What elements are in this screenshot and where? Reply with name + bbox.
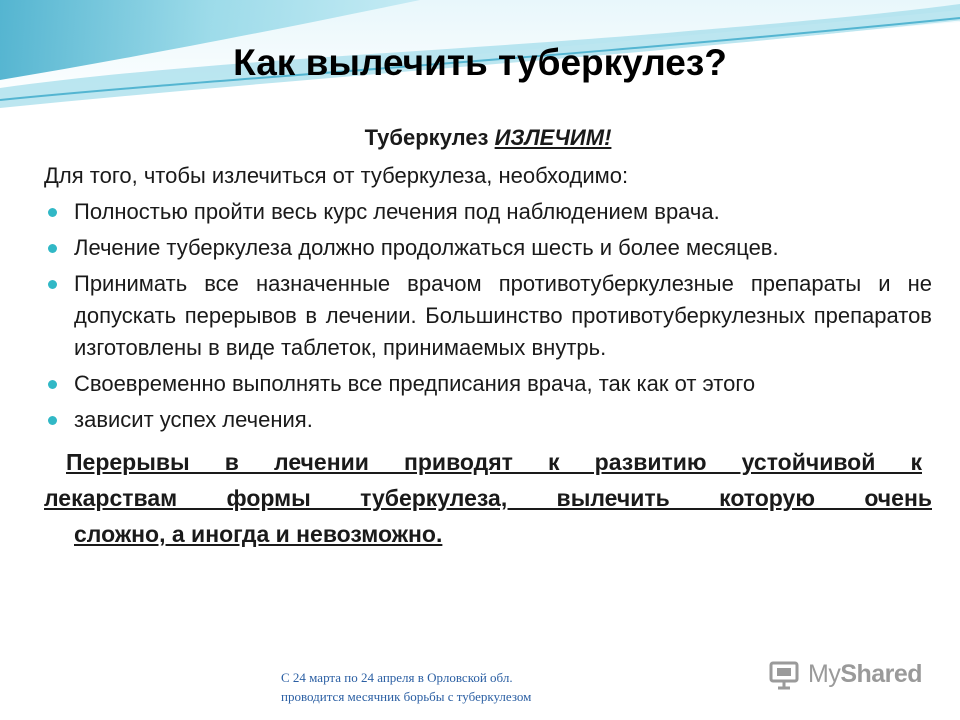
bullet-dot-icon [48, 416, 57, 425]
bullet-dot-icon [48, 380, 57, 389]
bullet-text: Полностью пройти весь курс лечения под наблюдением врача. [74, 199, 720, 224]
slide-title: Как вылечить туберкулез? [233, 42, 727, 83]
bullet-dot-icon [48, 208, 57, 217]
bullet-text: Лечение туберкулеза должно продолжаться шесть и более месяцев. [74, 235, 779, 260]
warning-line-2: лекарствам формы туберкулеза, вылечить которую очень [44, 485, 932, 511]
bullet-dot-icon [48, 280, 57, 289]
bullet-dot-icon [48, 244, 57, 253]
list-item [44, 268, 932, 364]
bullet-text: Принимать все назначенные врачом противотуберкулезные препараты и не допускать перерывов в лечении. Большинство противотуберкулезных препаратов изготовлены в виде таблеток, принимаемых внутрь. [74, 271, 932, 360]
warning-line-1: Перерывы в лечении приводят к развитию устойчивой к [66, 449, 922, 475]
subtitle-emphasis: ИЗЛЕЧИМ! [494, 125, 612, 150]
presentation-board-icon [768, 657, 802, 691]
intro-text: Для того, чтобы излечиться от туберкулеза, необходимо: [44, 163, 629, 188]
list-item [44, 232, 932, 264]
slide-subtitle [44, 122, 932, 154]
warning-text [44, 444, 932, 552]
bullet-list [44, 196, 932, 436]
warning-line-3: сложно, а иногда и невозможно. [74, 521, 443, 547]
list-item [44, 368, 932, 400]
list-item [44, 196, 932, 228]
watermark-text-bold: Shared [840, 659, 923, 688]
subtitle-prefix: Туберкулез [364, 125, 495, 150]
footer-line-1: С 24 марта по 24 апреля в Орловской обл. [281, 670, 513, 685]
watermark-text [808, 660, 922, 689]
footer-note [281, 668, 531, 706]
bullet-text: зависит успех лечения. [74, 407, 313, 432]
bullet-text: Своевременно выполнять все предписания врача, так как от этого [74, 371, 756, 396]
list-item [44, 404, 932, 436]
slide-body [44, 122, 932, 552]
watermark-text-light: My [808, 659, 841, 688]
footer-line-2: проводится месячник борьбы с туберкулезом [281, 689, 532, 704]
mysharted-watermark[interactable] [768, 656, 922, 692]
